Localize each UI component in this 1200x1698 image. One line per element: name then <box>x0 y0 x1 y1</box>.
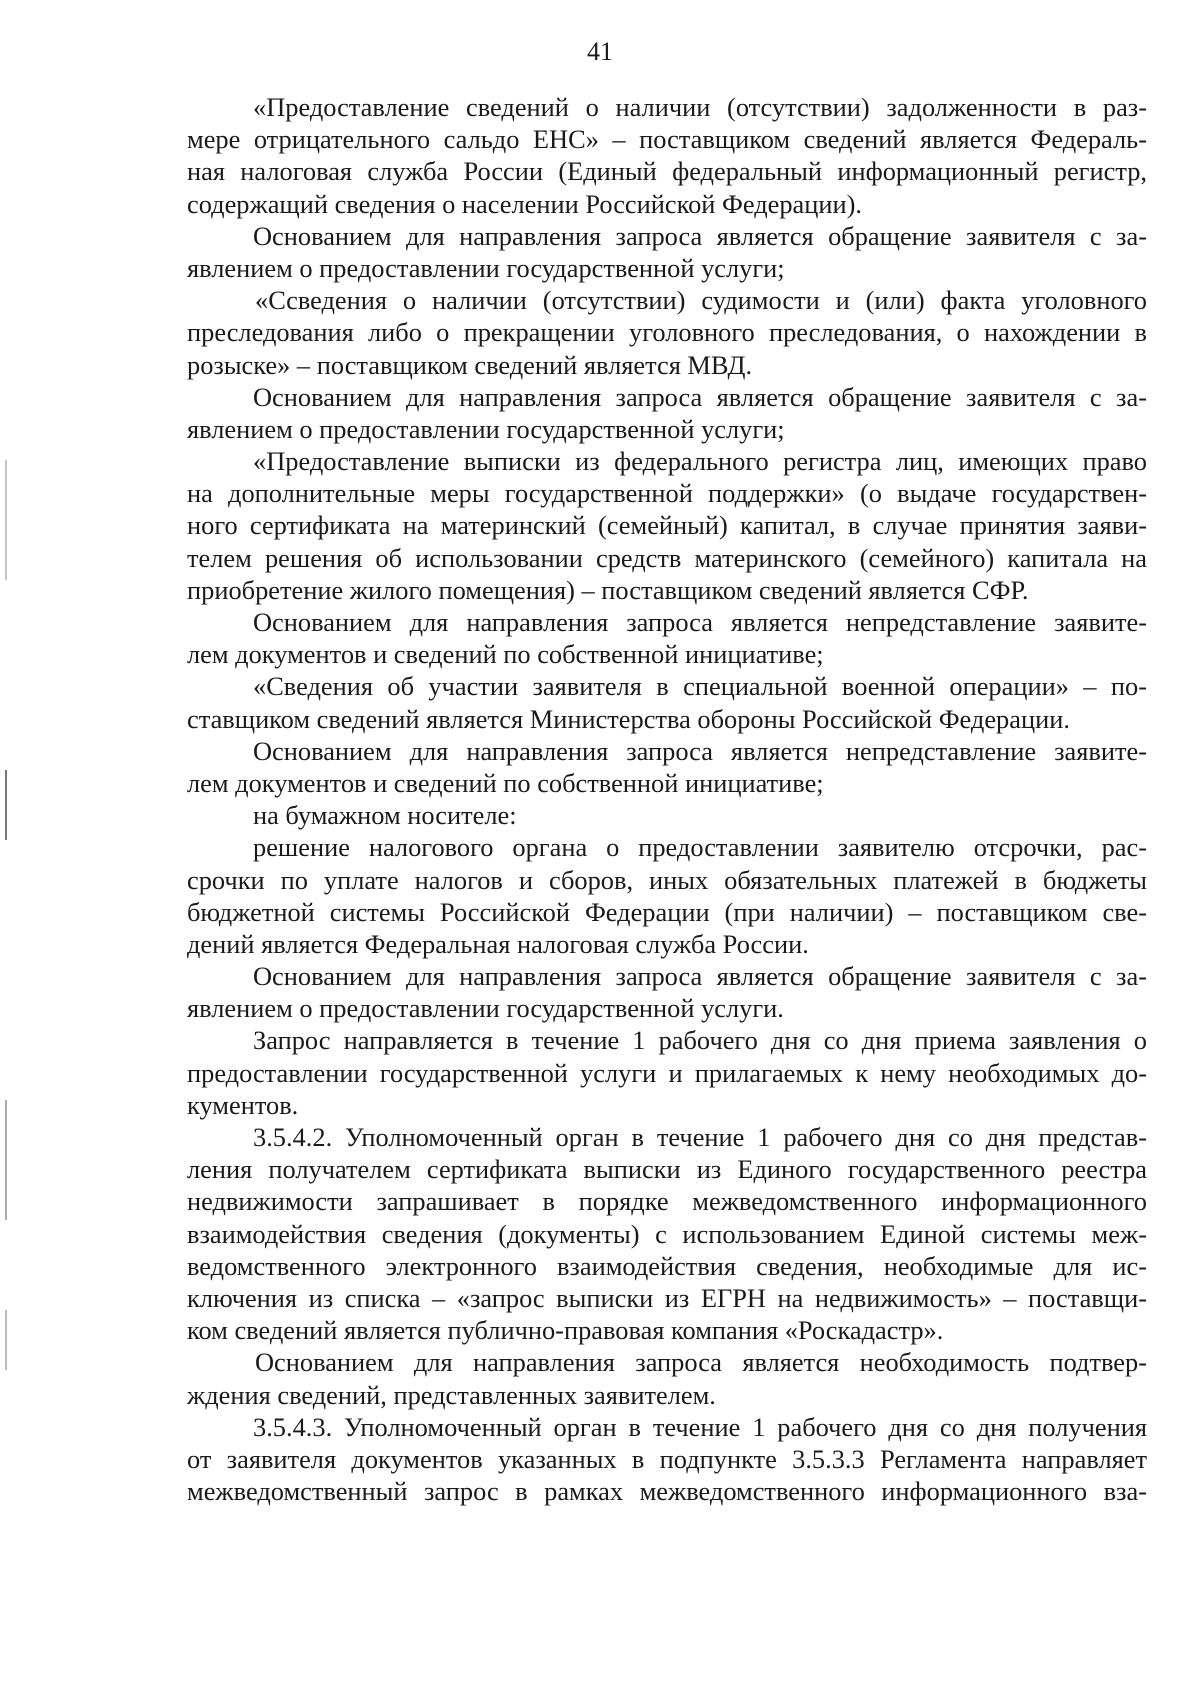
text-line: «Предоставление выписки из федерального регистра лиц, имеющих право <box>253 446 1147 477</box>
text-line: от заявителя документов указанных в подпункте 3.5.3.3 Регламента направляет <box>187 1443 1147 1474</box>
page-number: 41 <box>587 37 613 66</box>
text-line: ждения сведений, представленных заявителем. <box>187 1379 716 1410</box>
text-line: взаимодействия сведения (документы) с использованием Единой системы меж- <box>187 1218 1147 1249</box>
text-line: явлением о предоставлении государственной услуги. <box>187 993 784 1024</box>
text-line: приобретение жилого помещения) – поставщиком сведений является СФР. <box>187 574 1029 605</box>
text-line: Запрос направляется в течение 1 рабочего дня со дня приема заявления о <box>253 1025 1147 1056</box>
text-line: Основанием для направления запроса является непредставление заявите- <box>253 735 1147 766</box>
scan-mark <box>5 1310 7 1370</box>
text-line: лем документов и сведений по собственной инициативе; <box>187 639 824 670</box>
text-line: преследования либо о прекращении уголовного преследования, о нахождении в <box>187 317 1147 348</box>
text-line: «Ссведения о наличии (отсутствии) судимости и (или) факта уголовного <box>255 285 1147 316</box>
text-line: содержащий сведения о населении Российской Федерации). <box>187 188 863 219</box>
text-line: Основанием для направления запроса является необходимость подтвер- <box>255 1347 1147 1378</box>
text-line: лем документов и сведений по собственной инициативе; <box>187 767 824 798</box>
text-line: дений является Федеральная налоговая служба России. <box>187 928 809 959</box>
text-line: межведомственный запрос в рамках межведомственного информационного вза- <box>187 1476 1147 1507</box>
text-line: 3.5.4.2. Уполномоченный орган в течение 1 рабочего дня со дня представ- <box>253 1122 1147 1152</box>
text-line: Основанием для направления запроса является непредставление заявите- <box>253 607 1147 637</box>
text-line: недвижимости запрашивает в порядке межведомственного информационного <box>187 1186 1147 1217</box>
text-line: мере отрицательного сальдо ЕНС» – поставщиком сведений является Федераль- <box>187 124 1147 155</box>
text-line: на бумажном носителе: <box>253 800 517 831</box>
text-line: на дополнительные меры государственной поддержки» (о выдаче государствен- <box>187 478 1147 509</box>
scan-mark <box>5 460 7 580</box>
text-line: «Предоставление сведений о наличии (отсутствии) задолженности в раз- <box>253 92 1147 122</box>
text-line: «Сведения об участии заявителя в специальной военной операции» – по- <box>253 671 1147 702</box>
text-line: бюджетной системы Российской Федерации (при наличии) – поставщиком све- <box>187 896 1147 927</box>
scan-mark <box>5 770 7 840</box>
text-line: розыске» – поставщиком сведений является МВД. <box>187 349 753 380</box>
text-line: Основанием для направления запроса является обращение заявителя с за- <box>253 220 1147 251</box>
text-line: ления получателем сертификата выписки из Единого государственного реестра <box>187 1154 1147 1185</box>
text-line: ставщиком сведений является Министерства обороны Российской Федерации. <box>187 703 1070 734</box>
text-line: предоставлении государственной услуги и прилагаемых к нему необходимых до- <box>187 1057 1147 1088</box>
text-line: ная налоговая служба России (Единый федеральный информационный регистр, <box>187 156 1147 187</box>
text-line: 3.5.4.3. Уполномоченный орган в течение 1 рабочего дня со дня получения <box>253 1411 1147 1442</box>
text-line: ключения из списка – «запрос выписки из ЕГРН на недвижимость» – поставщи- <box>187 1282 1147 1313</box>
text-line: явлением о предоставлении государственной услуги; <box>187 252 785 283</box>
text-line: ком сведений является публично-правовая компания «Роскадастр». <box>187 1315 944 1346</box>
text-line: Основанием для направления запроса является обращение заявителя с за- <box>253 381 1147 412</box>
text-line: телем решения об использовании средств материнского (семейного) капитала на <box>187 542 1147 573</box>
text-line: кументов. <box>187 1089 299 1120</box>
text-line: ного сертификата на материнский (семейный) капитал, в случае принятия заяви- <box>187 510 1147 541</box>
text-line: срочки по уплате налогов и сборов, иных обязательных платежей в бюджеты <box>187 864 1147 895</box>
text-line: ведомственного электронного взаимодействия сведения, необходимые для ис- <box>187 1250 1147 1281</box>
text-line: Основанием для направления запроса является обращение заявителя с за- <box>253 961 1147 992</box>
text-line: решение налогового органа о предоставлении заявителю отсрочки, рас- <box>253 832 1147 863</box>
scan-mark <box>5 1100 7 1220</box>
text-line: явлением о предоставлении государственной услуги; <box>187 413 785 444</box>
document-body <box>187 91 1147 1507</box>
